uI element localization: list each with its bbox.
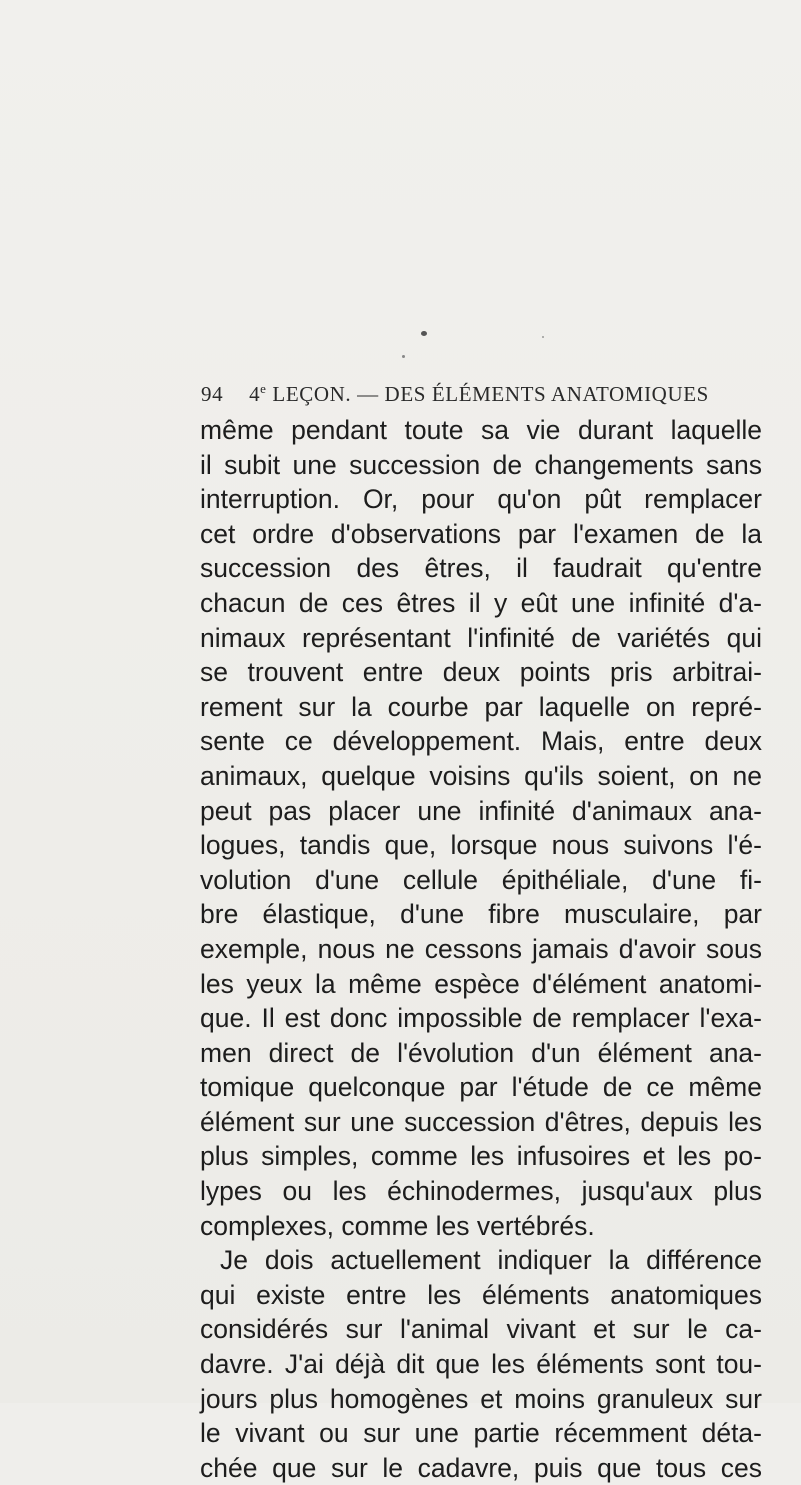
text-line: tomique quelconque par l'étude de ce même [200, 1072, 762, 1103]
text-line: chée que sur le cadavre, puis que tous ces [200, 1452, 762, 1483]
text-line: plus simples, comme les infusoires et les po- [200, 1141, 762, 1172]
ink-speck [421, 331, 427, 336]
text-line: succession des êtres, il faudrait qu'entre [200, 553, 762, 584]
text-line: même pendant toute sa vie durant laquelle [200, 415, 762, 445]
text-line: les yeux la même espèce d'élément anatomi- [200, 968, 762, 999]
text-line: peut pas placer une infinité d'animaux ana- [200, 795, 762, 826]
lesson-word: LEÇON. [272, 382, 352, 406]
text-line: élément sur une succession d'êtres, depuis les [200, 1106, 762, 1137]
text-line: jours plus homogènes et moins granuleux sur [200, 1383, 762, 1414]
body-text [200, 413, 762, 1485]
text-line: volution d'une cellule épithéliale, d'une fi- [200, 864, 762, 895]
text-line: bre élastique, d'une fibre musculaire, par [200, 899, 762, 930]
text-line: interruption. Or, pour qu'on pût remplacer [200, 484, 762, 515]
text-line: davre. J'ai déjà dit que les éléments sont tou- [200, 1349, 762, 1380]
text-line: rement sur la courbe par laquelle on repré- [200, 691, 762, 722]
lesson-number: 4 [249, 382, 261, 406]
text-line: qui existe entre les éléments anatomiques [200, 1279, 762, 1310]
lesson-suffix: e [260, 381, 267, 396]
text-line: logues, tandis que, lorsque nous suivons l'é- [200, 830, 762, 861]
page-number: 94 [201, 382, 224, 406]
text-line: se trouvent entre deux points pris arbitrai- [200, 657, 762, 688]
text-line: que. Il est donc impossible de remplacer l'exa- [200, 1003, 762, 1034]
text-line: complexes, comme les vertébrés. [200, 1210, 595, 1241]
text-line: sente ce développement. Mais, entre deux [200, 726, 762, 757]
text-line: exemple, nous ne cessons jamais d'avoir sous [200, 933, 762, 964]
text-line: lypes ou les échinodermes, jusqu'aux plus [200, 1176, 762, 1207]
text-line: il subit une succession de changements sans [200, 449, 762, 480]
text-line: men direct de l'évolution d'un élément ana- [200, 1037, 762, 1068]
ink-speck [542, 336, 544, 338]
chapter-title: — DES ÉLÉMENTS ANATOMIQUES [357, 382, 709, 406]
text-line: chacun de ces êtres il y eût une infinité d'a- [200, 587, 762, 618]
text-line: nimaux représentant l'infinité de variétés qui [200, 622, 762, 653]
text-line: Je dois actuellement indiquer la différence [220, 1245, 762, 1276]
running-head [201, 381, 761, 407]
text-line: le vivant ou sur une partie récemment déta- [200, 1418, 762, 1449]
text-line: considérés sur l'animal vivant et sur le ca- [200, 1314, 762, 1345]
ink-speck [402, 355, 405, 358]
text-line: animaux, quelque voisins qu'ils soient, on ne [200, 760, 762, 791]
text-line: cet ordre d'observations par l'examen de la [200, 518, 762, 549]
